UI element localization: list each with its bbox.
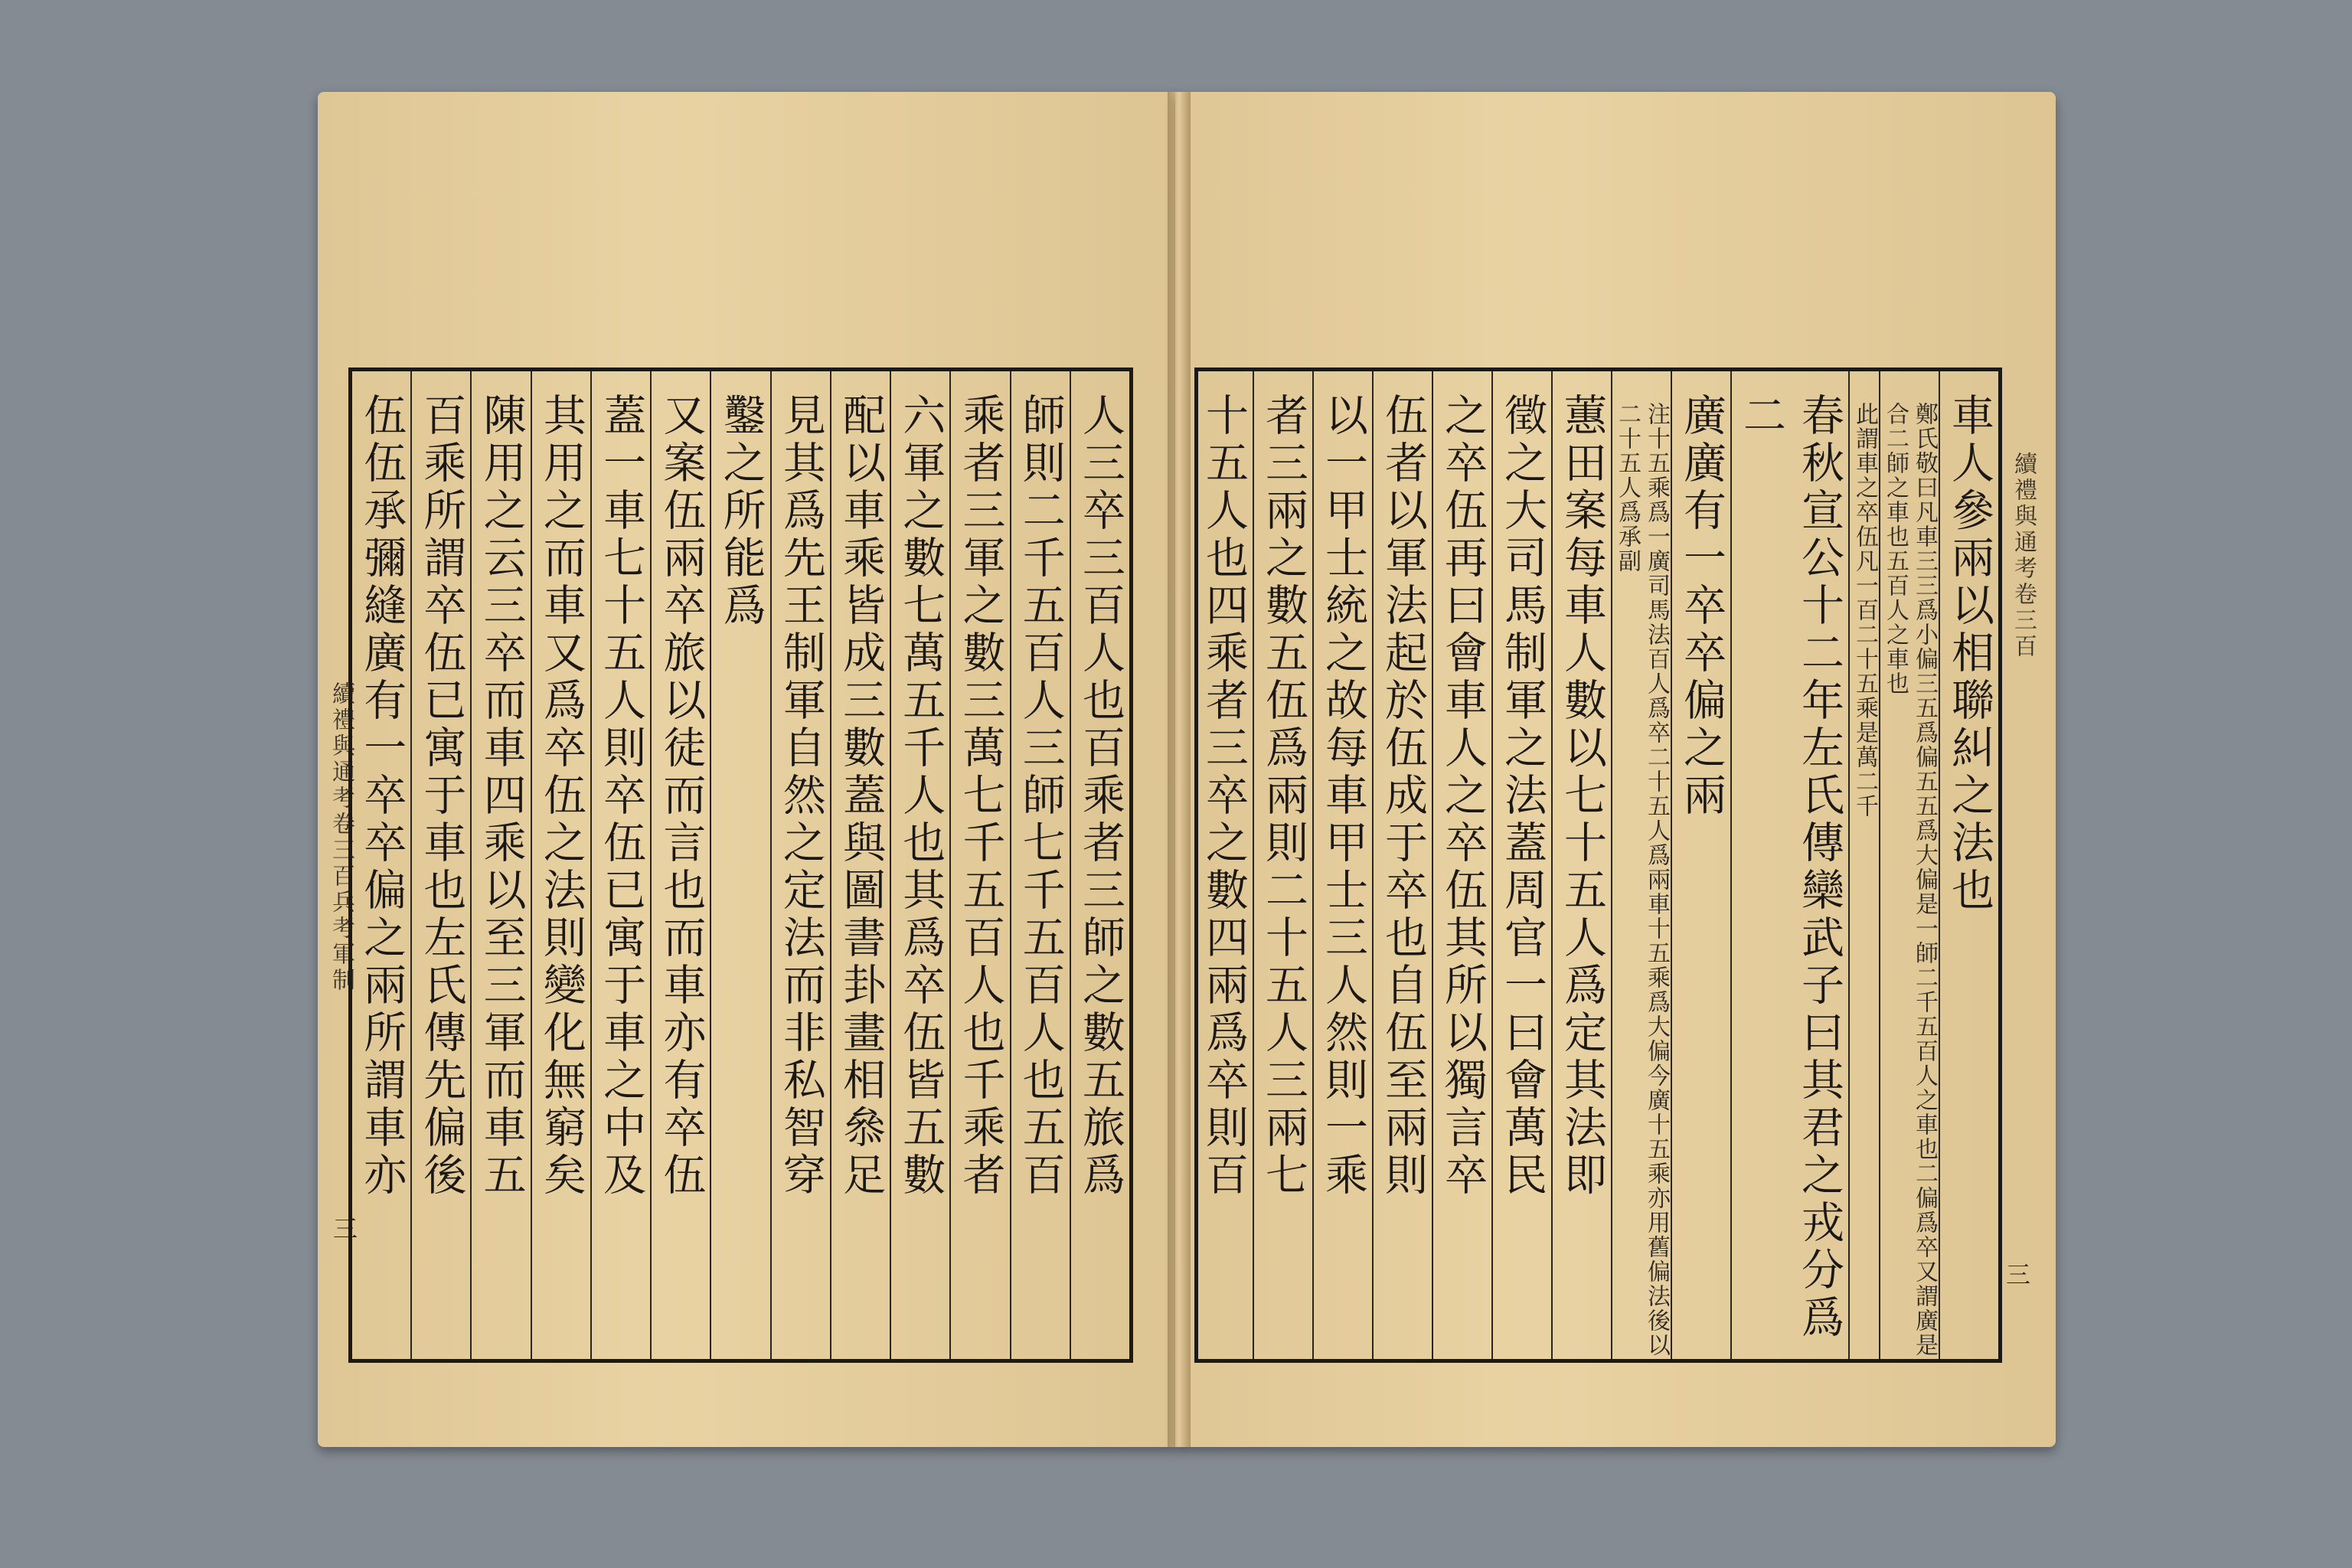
book-spine: [1168, 92, 1191, 1447]
left-column: 乘者三軍之數三萬七千五百人也千乘者: [949, 371, 1009, 1359]
left-margin-title: 續禮與通考卷三百兵考軍制: [328, 681, 354, 994]
right-page: [1175, 92, 2056, 1447]
right-note-column: 注十五乘爲一廣司馬法百人爲卒二十五人爲兩車十五乘爲大偏今廣十五乘亦用舊偏法後以二十五人爲承副: [1611, 371, 1671, 1359]
left-column: 見其爲先王制軍自然之定法而非私智穿: [770, 371, 830, 1359]
left-column: 師則二千五百人三師七千五百人也五百: [1010, 371, 1070, 1359]
right-column: 之卒伍再曰會車人之卒伍其所以獨言卒: [1432, 371, 1491, 1359]
right-note-column: 此謂車之卒伍凡一百二十五乘是萬二千: [1848, 371, 1879, 1359]
left-column: 蓋一車七十五人則卒伍已寓于車之中及: [590, 371, 650, 1359]
left-text-block: [348, 368, 1133, 1363]
left-page: [318, 92, 1175, 1447]
left-column: 六軍之數七萬五千人也其爲卒伍皆五數: [890, 371, 949, 1359]
left-column: 又案伍兩卒旅以徒而言也而車亦有卒伍: [650, 371, 710, 1359]
left-column: 伍伍承彌縫廣有一卒卒偏之兩所謂車亦: [357, 393, 407, 1200]
right-column: 徵之大司馬制軍之法蓋周官一曰會萬民: [1491, 371, 1551, 1359]
right-text-block: [1194, 368, 2002, 1363]
left-column: 人三卒三百人也百乘者三師之數五旅爲: [1070, 371, 1129, 1359]
left-column: 陳用之云三卒而車四乘以至三軍而車五: [470, 371, 530, 1359]
right-folio: 三: [2006, 1260, 2031, 1289]
left-column: 百乘所謂卒伍已寓于車也左氏傳先偏後: [410, 371, 470, 1359]
right-column: 蕙田案每車人數以七十五人爲定其法即: [1551, 371, 1611, 1359]
right-column: 者三兩之數五伍爲兩則二十五人三兩七: [1253, 371, 1312, 1359]
right-column: 十五人也四乘者三卒之數四兩爲卒則百: [1199, 393, 1249, 1200]
left-column: 其用之而車又爲卒伍之法則變化無窮矣: [531, 371, 590, 1359]
right-note-column: 鄭氏敬曰凡車三三爲小偏三五爲偏五五爲大偏是一師二千五百人之車也二偏爲卒又謂廣是合二師之車也五百人之車也: [1879, 371, 1939, 1359]
left-folio: 三: [333, 1214, 358, 1243]
right-column: 以一甲士統之故每車甲士三人然則一乘: [1312, 371, 1372, 1359]
right-column: 車人參兩以相聯糾之法也: [1939, 371, 1998, 1359]
right-column: 春秋宣公十二年左氏傳欒武子曰其君之戎分爲二: [1730, 371, 1848, 1359]
right-margin-title: 續禮與通考卷三百: [2010, 452, 2037, 660]
left-column: 配以車乘皆成三數蓋與圖書卦畫相叅足: [830, 371, 890, 1359]
open-book: [306, 92, 2052, 1447]
right-column: 伍者以軍法起於伍成于卒也自伍至兩則: [1372, 371, 1432, 1359]
right-column: 廣廣有一卒卒偏之兩: [1671, 371, 1730, 1359]
left-column: 鑿之所能爲: [710, 371, 769, 1359]
